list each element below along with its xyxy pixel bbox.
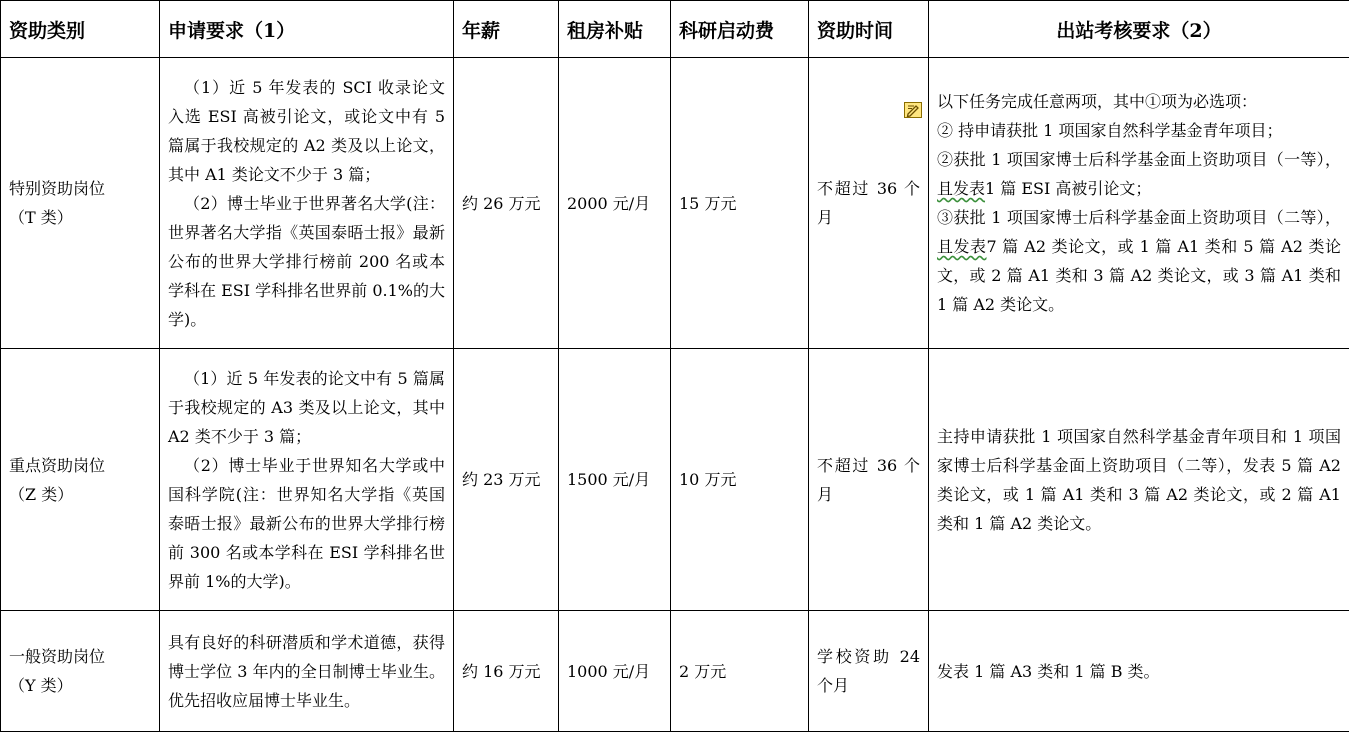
pencil-icon (905, 103, 921, 117)
requirement-item: （1）近 5 年发表的论文中有 5 篇属于我校规定的 A3 类及以上论文，其中 A2 类不少于 3 篇； (168, 364, 445, 451)
assessment-text: 7 篇 A2 类论文，或 1 篇 A1 类和 5 篇 A2 类论文，或 2 篇 A1 类和 3 篇 A2 类论文，或 3 篇 A1 类和 1 篇 A2 类论文。 (937, 237, 1341, 314)
category-name: 特别资助岗位 (9, 174, 151, 203)
requirement-item: （2）博士毕业于世界知名大学或中国科学院(注：世界知名大学指《英国泰晤士报》最新公布的世界大学排行榜前 300 名或本学科在 ESI 学科排名世界前 1%的大学)。 (168, 451, 445, 596)
assessment-intro: 以下任务完成任意两项，其中①项为必选项： (937, 87, 1341, 116)
table-row-t (1, 58, 1349, 349)
grammar-underline: 且发表 (937, 179, 985, 198)
category-code: （Y 类） (9, 671, 151, 700)
startup-cell-t: 15 万元 (671, 58, 809, 349)
assessment-text: ②获批 1 项国家博士后科学基金面上资助项目（一等）， (937, 150, 1341, 169)
requirement-cell-t (160, 58, 454, 349)
assessment-cell-t (929, 58, 1349, 349)
grammar-underline: 且发表 (937, 237, 986, 256)
header-rent: 租房补贴 (559, 1, 671, 58)
header-row (1, 1, 1349, 58)
rent-cell-z: 1500 元/月 (559, 349, 671, 611)
category-cell-z (1, 349, 160, 611)
period-cell-z: 不超过 36 个月 (809, 349, 929, 611)
assessment-item (937, 203, 1341, 319)
category-cell-t (1, 58, 160, 349)
requirement-item: （2）博士毕业于世界著名大学(注：世界著名大学指《英国泰晤士报》最新公布的世界大学排行榜前 200 名或本学科在 ESI 学科排名世界前 0.1%的大学)。 (168, 189, 445, 334)
assessment-item (937, 145, 1341, 203)
requirement-item: （1）近 5 年发表的 SCI 收录论文入选 ESI 高被引论文，或论文中有 5 篇属于我校规定的 A2 类及以上论文，其中 A1 类论文不少于 3 篇； (168, 73, 445, 189)
assessment-cell-z: 主持申请获批 1 项国家自然科学基金青年项目和 1 项国家博士后科学基金面上资助项目（二等），发表 5 篇 A2 类论文，或 1 篇 A1 类和 3 篇 A2 类论文，或 2 篇 A1 类和 1 篇 A2 类论文。 (929, 349, 1349, 611)
assessment-cell-y: 发表 1 篇 A3 类和 1 篇 B 类。 (929, 611, 1349, 732)
startup-cell-z: 10 万元 (671, 349, 809, 611)
header-assessment: 出站考核要求（2） (929, 1, 1349, 58)
period-cell-t: 不超过 36 个月 (809, 58, 929, 349)
requirement-cell-z (160, 349, 454, 611)
salary-cell-y: 约 16 万元 (454, 611, 559, 732)
period-cell-y: 学校资助 24 个月 (809, 611, 929, 732)
salary-cell-z: 约 23 万元 (454, 349, 559, 611)
table-row-y (1, 611, 1349, 732)
category-code: （T 类） (9, 203, 151, 232)
rent-cell-t: 2000 元/月 (559, 58, 671, 349)
startup-cell-y: 2 万元 (671, 611, 809, 732)
category-name: 一般资助岗位 (9, 642, 151, 671)
salary-cell-t: 约 26 万元 (454, 58, 559, 349)
header-salary: 年薪 (454, 1, 559, 58)
assessment-text: 1 篇 ESI 高被引论文； (985, 179, 1151, 198)
category-code: （Z 类） (9, 480, 151, 509)
assessment-item: ② 持申请获批 1 项国家自然科学基金青年项目； (937, 116, 1341, 145)
category-cell-y (1, 611, 160, 732)
header-category: 资助类别 (1, 1, 160, 58)
header-period: 资助时间 (809, 1, 929, 58)
assessment-text: ③获批 1 项国家博士后科学基金面上资助项目（二等）， (937, 208, 1341, 227)
table-row-z (1, 349, 1349, 611)
rent-cell-y: 1000 元/月 (559, 611, 671, 732)
requirement-cell-y: 具有良好的科研潜质和学术道德，获得博士学位 3 年内的全日制博士毕业生。优先招收应届博士毕业生。 (160, 611, 454, 732)
category-name: 重点资助岗位 (9, 451, 151, 480)
header-requirement: 申请要求（1） (160, 1, 454, 58)
comment-marker-icon[interactable] (904, 102, 922, 118)
header-startup: 科研启动费 (671, 1, 809, 58)
